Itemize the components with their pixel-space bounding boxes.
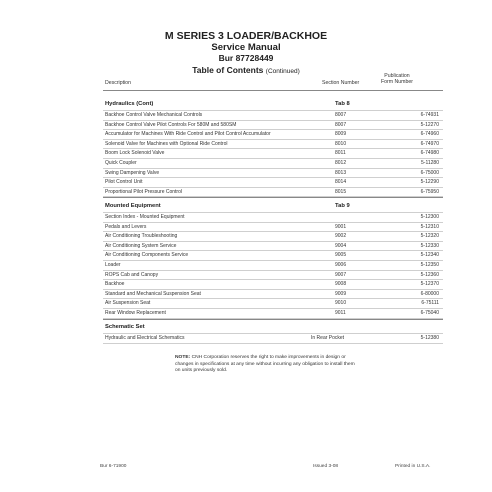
row-description: Swing Dampening Valve — [105, 169, 160, 176]
column-header-description: Description — [105, 80, 131, 86]
toc-row — [103, 232, 443, 242]
toc-row — [103, 178, 443, 188]
row-description: Air Conditioning Components Service — [105, 252, 189, 259]
section-hydraulics — [103, 100, 443, 197]
row-section-number: 9008 — [335, 281, 347, 288]
note-paragraph — [175, 355, 355, 375]
toc-row — [103, 159, 443, 169]
note-label: NOTE: — [175, 355, 191, 360]
footer-printed: Printed in U.S.A. — [395, 464, 431, 469]
toc-row — [103, 280, 443, 290]
row-description: Section Index - Mounted Equipment — [105, 214, 185, 220]
row-form-number: 5-12350 — [420, 261, 439, 268]
toc-row — [103, 271, 443, 281]
header-divider — [103, 90, 443, 91]
toc-row — [103, 261, 443, 271]
bur-number: Bur 87728449 — [218, 53, 274, 63]
row-description: Pilot Control Unit — [105, 179, 143, 186]
toc-row — [103, 149, 443, 159]
section-name: Hydraulics (Cont) — [105, 101, 154, 107]
row-description: Solenoid Valve for Machines with Optional Ride Control — [105, 140, 228, 147]
toc-row — [103, 309, 443, 319]
row-description: Backhoe — [105, 281, 125, 288]
row-description: Backhoe Control Valve Pilot Controls For 580M and 580SM — [105, 121, 237, 128]
row-description: Air Conditioning System Service — [105, 242, 177, 249]
row-description: Boom Lock Solenoid Valve — [105, 150, 165, 157]
row-section-number: 9011 — [335, 309, 346, 316]
row-form-number: 5-12330 — [420, 242, 439, 249]
row-description: Air Suspension Seat — [105, 300, 151, 307]
row-section-number: 8015 — [335, 188, 347, 195]
row-section-number: 9004 — [335, 242, 347, 249]
toc-row — [103, 299, 443, 309]
row-form-number: 5-11280 — [421, 159, 439, 166]
toc-continued: (Continued) — [265, 68, 300, 75]
row-section-number: 9009 — [335, 290, 347, 297]
manual-title: Service Manual — [211, 42, 281, 53]
section-rows — [103, 212, 443, 319]
toc-row — [103, 140, 443, 150]
row-description: Hydraulic and Electrical Schematics — [105, 335, 185, 341]
section-mounted-equipment — [103, 202, 443, 319]
row-form-number: 5-12300 — [420, 214, 439, 220]
row-description: Pedals and Levers — [105, 223, 147, 230]
column-header-section-number: Section Number — [322, 80, 360, 86]
column-header-publication-line2: Form Number — [381, 79, 413, 85]
row-section-number: 8012 — [335, 159, 347, 166]
section-tab: Tab 9 — [335, 203, 350, 209]
toc-row — [103, 290, 443, 300]
row-form-number: 6-75111 — [421, 300, 439, 307]
row-description: Rear Window Replacement — [105, 309, 166, 316]
row-section-number: In Rear Pocket — [311, 335, 345, 341]
column-header-publication — [372, 73, 422, 85]
row-section-number: 9002 — [335, 233, 347, 240]
section-name: Schematic Set — [105, 324, 145, 330]
row-description: ROPS Cab and Canopy — [105, 271, 159, 278]
row-section-number: 8007 — [335, 121, 347, 128]
toc-row — [103, 242, 443, 252]
column-header-publication-line1: Publication — [384, 73, 410, 79]
section-rows — [103, 333, 443, 344]
row-form-number: 6-75950 — [420, 188, 439, 195]
title-block — [0, 30, 492, 77]
toc-row — [103, 223, 443, 233]
row-form-number: 6-74931 — [420, 112, 439, 118]
row-section-number: 8014 — [335, 179, 347, 186]
row-section-number: 9006 — [335, 261, 347, 268]
row-form-number: 5-12310 — [420, 223, 439, 230]
row-form-number: 5-12360 — [420, 271, 439, 278]
row-description: Backhoe Control Valve Mechanical Controls — [105, 112, 203, 118]
row-form-number: 6-75000 — [420, 169, 439, 176]
row-section-number: 8011 — [335, 150, 346, 157]
section-schematic-set — [103, 323, 443, 344]
section-rows — [103, 110, 443, 197]
toc-row — [103, 333, 443, 344]
row-section-number: 9007 — [335, 271, 347, 278]
row-form-number: 5-12270 — [420, 121, 439, 128]
row-form-number: 5-12380 — [420, 335, 439, 341]
section-tab: Tab 8 — [335, 101, 350, 107]
row-description: Proportional Pilot Pressure Control — [105, 188, 182, 195]
row-form-number: 6-74970 — [420, 140, 439, 147]
row-section-number: 8010 — [335, 140, 347, 147]
toc-row — [103, 251, 443, 261]
toc-row — [103, 121, 443, 131]
row-section-number: 9010 — [335, 300, 347, 307]
section-divider — [103, 319, 443, 320]
toc-title: Table of Contents — [192, 65, 264, 75]
row-section-number: 8007 — [335, 112, 347, 118]
toc-row — [103, 212, 443, 223]
section-heading — [103, 100, 443, 110]
toc-row — [103, 169, 443, 179]
footer-bur-number: Bur 6-71900 — [100, 464, 127, 469]
section-heading — [103, 323, 443, 333]
row-form-number: 5-12320 — [420, 233, 439, 240]
footer-issued-date: Issued 3-08 — [313, 464, 339, 469]
row-section-number: 9001 — [335, 223, 347, 230]
row-form-number: 6-75040 — [420, 309, 439, 316]
row-form-number: 6-74980 — [420, 150, 439, 157]
series-title: M SERIES 3 LOADER/BACKHOE — [164, 30, 328, 42]
section-name: Mounted Equipment — [105, 203, 161, 209]
section-divider — [103, 197, 443, 198]
toc-row — [103, 188, 443, 198]
section-heading — [103, 202, 443, 212]
toc-row — [103, 130, 443, 140]
row-form-number: 5-12290 — [420, 179, 439, 186]
row-form-number: 6-80000 — [420, 290, 439, 297]
row-description: Standard and Mechanical Suspension Seat — [105, 290, 201, 297]
row-section-number: 9005 — [335, 252, 347, 259]
row-form-number: 6-74960 — [420, 131, 439, 138]
row-section-number: 8013 — [335, 169, 347, 176]
note-text: CNH Corporation reserves the right to make improvements in design or changes in specifications at any time without incurring any obligation to install them on units previously sold. — [175, 355, 355, 374]
row-description: Air Conditioning Troubleshooting — [105, 233, 178, 240]
toc-row — [103, 110, 443, 121]
row-form-number: 5-12370 — [420, 281, 439, 288]
row-section-number: 8009 — [335, 131, 347, 138]
row-description: Quick Coupler — [105, 159, 137, 166]
row-description: Loader — [105, 261, 121, 268]
row-form-number: 5-12340 — [420, 252, 439, 259]
row-description: Accumulator for Machines With Ride Control and Pilot Control Accumulator — [105, 131, 271, 138]
